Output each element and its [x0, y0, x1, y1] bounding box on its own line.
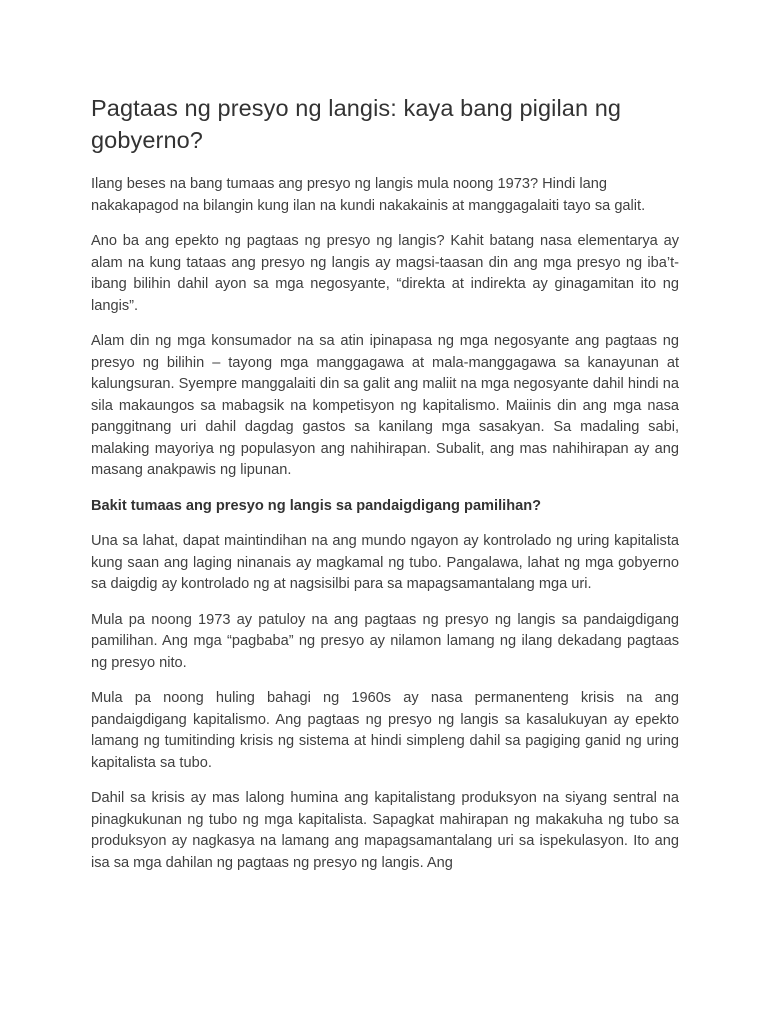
paragraph-1: Ilang beses na bang tumaas ang presyo ng langis mula noong 1973? Hindi lang nakakapagod na bilangin kung ilan na kundi nakakainis at manggagalaiti tayo sa galit. — [91, 176, 646, 214]
paragraph-7: Dahil sa krisis ay mas lalong humina ang kapitalistang produksyon na siyang sentral na pinagkukunan ng tubo ng mga kapitalista. Sapagkat mahirapan ng makakuha ng tubo sa produksyon ay nagkasya na lamang ang mapagsamantalang uri sa ispekulasyon. Ito ang isa sa mga dahilan ng pagtaas ng presyo ng langis. Ang — [91, 790, 679, 871]
section-subheading: Bakit tumaas ang presyo ng langis sa pandaigdigang pamilihan? — [91, 497, 542, 514]
paragraph-2: Ano ba ang epekto ng pagtaas ng presyo ng langis? Kahit batang nasa elementarya ay alam na kung tataas ang presyo ng langis ay magsi-taasan din ang mga presyo ng iba’t-ibang bilihin dahil ayon sa mga negosyante, “direkta at indirekta ay ginagamitan ito ng langis”. — [91, 233, 679, 314]
paragraph-5: Mula pa noong 1973 ay patuloy na ang pagtaas ng presyo ng langis sa pandaigdigang pamilihan. Ang mga “pagbaba” ng presyo ay nilamon lamang ng ilang dekadang pagtaas ng presyo nito. — [91, 611, 679, 671]
document-page — [91, 92, 679, 888]
paragraph-4: Una sa lahat, dapat maintindihan na ang mundo ngayon ay kontrolado ng uring kapitalista kung saan ang laging ninanais ay magkamal ng tubo. Pangalawa, lahat ng mga gobyerno sa daigdig ay kontrolado ng at nagsisilbi para sa mapagsamantalang mga uri. — [91, 533, 679, 592]
paragraph-6: Mula pa noong huling bahagi ng 1960s ay nasa permanenteng krisis na ang pandaigdigang kapitalismo. Ang pagtaas ng presyo ng langis sa kasalukuyan ay epekto lamang ng tumitinding krisis ng sistema at hindi simpleng dahil sa pagiging ganid ng uring kapitalista sa tubo. — [91, 690, 679, 771]
document-title: Pagtaas ng presyo ng langis: kaya bang pigilan ng gobyerno? — [91, 95, 622, 153]
paragraph-3: Alam din ng mga konsumador na sa atin ipinapasa ng mga negosyante ang pagtaas ng presyo ng bilihin – tayong mga manggagawa at mala-manggagawa sa kanayunan at kalungsuran. Syempre manggalaiti din sa galit ang maliit na mga negosyante dahil hindi na sila makaungos sa mabagsik na kompetisyon ng kapitalismo. Maiinis din ang mga nasa panggitnang uri dahil dagdag gastos sa kanilang mga sasakyan. Sa madaling sabi, malaking mayoriya ng populasyon ang nahihirapan. Subalit, ang mas nahihirapan ay ang masang anakpawis ng lipunan. — [91, 333, 679, 478]
